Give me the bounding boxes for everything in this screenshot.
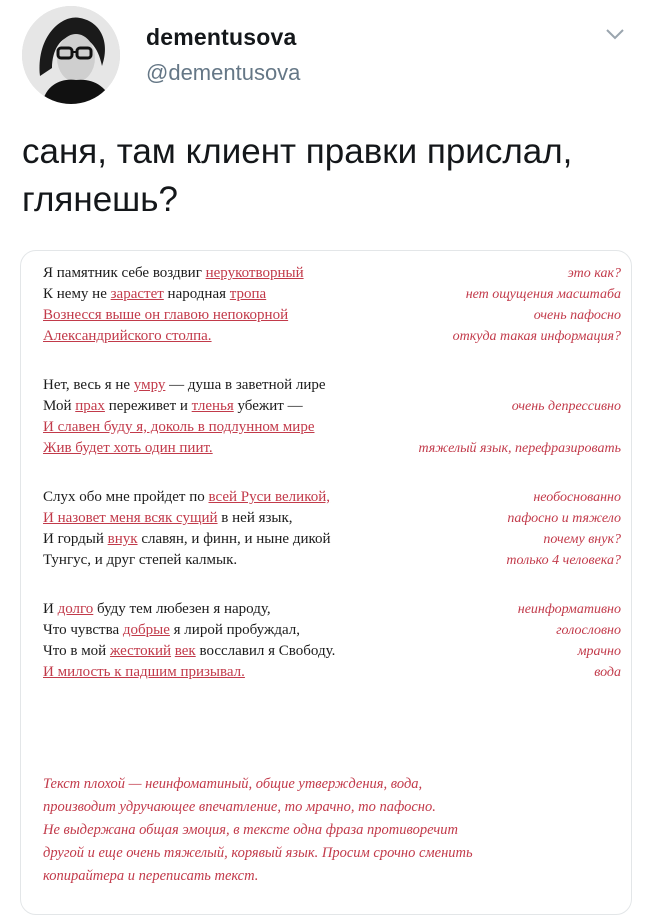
highlighted-line: Александрийского столпа. <box>43 328 212 344</box>
highlighted-line: И милость к падшим призывал. <box>43 664 245 680</box>
margin-note: почему внук? <box>543 532 621 547</box>
poem-text-span: И <box>43 601 58 617</box>
poem-line <box>43 284 383 305</box>
poem-text-span: переживет и <box>104 398 192 414</box>
margin-note: очень пафосно <box>533 308 621 323</box>
highlighted-word: тропа <box>229 286 267 302</box>
avatar-image <box>22 6 120 104</box>
poem-line <box>43 438 383 459</box>
margin-notes <box>371 263 621 711</box>
poem-text-span: Я памятник себе воздвиг <box>43 265 206 281</box>
notes-group <box>371 263 621 347</box>
poem-stanza <box>43 375 383 459</box>
poem-text-span: в ней язык, <box>217 510 293 526</box>
margin-note: неинформативно <box>517 602 621 617</box>
avatar[interactable] <box>22 6 120 104</box>
margin-note: мрачно <box>577 644 621 659</box>
poem-stanza <box>43 487 383 571</box>
poem-line <box>43 620 383 641</box>
highlighted-word: добрые <box>122 622 170 638</box>
poem-text-span: Мой <box>43 398 76 414</box>
verdict-line: копирайтера и переписать текст. <box>43 868 259 884</box>
verdict-line: Текст плохой — неинфоматиный, общие утверждения, вода, <box>43 776 423 792</box>
poem-line <box>43 375 383 396</box>
poem-text-span: буду тем любезен я народу, <box>93 601 271 617</box>
highlighted-word: прах <box>75 398 105 414</box>
tweet-text: саня, там клиент правки прислал, глянешь? <box>22 132 573 219</box>
margin-note: вода <box>594 665 621 680</box>
margin-note: необоснованно <box>533 490 621 505</box>
margin-note: нет ощущения масштаба <box>465 287 621 302</box>
client-verdict <box>43 773 603 888</box>
poem-text-span: Тунгус, и друг степей калмык. <box>43 552 238 568</box>
poem-text-span: убежит — <box>233 398 303 414</box>
poem-line <box>43 641 383 662</box>
highlighted-word: тленья <box>191 398 234 414</box>
margin-note: очень депрессивно <box>511 399 621 414</box>
poem-line <box>43 396 383 417</box>
notes-group <box>371 487 621 571</box>
margin-note <box>371 375 621 396</box>
highlighted-line: Жив будет хоть один пиит. <box>43 440 213 456</box>
poem-text-span: Что чувства <box>43 622 123 638</box>
poem-text-span: И гордый <box>43 531 108 547</box>
highlighted-line: Вознесся выше он главою непокорной <box>43 307 289 323</box>
verdict-line: производит удручающее впечатление, то мрачно, то пафосно. <box>43 799 436 815</box>
attached-image[interactable] <box>20 250 632 915</box>
author-name[interactable]: dementusova <box>146 24 297 50</box>
highlighted-word: всей Руси великой, <box>208 489 331 505</box>
highlighted-word: умру <box>133 377 166 393</box>
margin-note <box>371 417 621 438</box>
chevron-down-icon[interactable] <box>604 26 626 42</box>
poem-text-span: восславил я Свободу. <box>195 643 336 659</box>
poem-stanza <box>43 263 383 347</box>
highlighted-word: нерукотворный <box>205 265 304 281</box>
highlighted-word: зарастет <box>110 286 164 302</box>
margin-note: тяжелый язык, перефразировать <box>418 441 621 456</box>
highlighted-word: И назовет меня всяк сущий <box>43 510 218 526</box>
poem-line <box>43 529 383 550</box>
poem-text-span: славян, и финн, и ныне дикой <box>137 531 331 547</box>
poem-text-span: я лирой пробуждал, <box>169 622 301 638</box>
poem-line <box>43 305 383 326</box>
notes-group <box>371 375 621 459</box>
poem-line <box>43 417 383 438</box>
poem-line <box>43 662 383 683</box>
poem-text-span: Нет, весь я не <box>43 377 134 393</box>
verdict-line: другой и еще очень тяжелый, корявый язык. Просим срочно сменить <box>43 845 473 861</box>
highlighted-word: жестокий <box>109 643 172 659</box>
margin-note: пафосно и тяжело <box>507 511 621 526</box>
poem-line <box>43 508 383 529</box>
margin-note: это как? <box>567 266 621 281</box>
margin-note: голословно <box>556 623 621 638</box>
highlighted-word: долго <box>57 601 94 617</box>
highlighted-word: внук <box>107 531 138 547</box>
author-handle[interactable]: @dementusova <box>146 60 301 85</box>
poem-text <box>43 263 383 711</box>
poem-text-span: Что в мой <box>43 643 110 659</box>
poem-line <box>43 487 383 508</box>
poem-line <box>43 550 383 571</box>
poem-line <box>43 599 383 620</box>
poem-stanza <box>43 599 383 683</box>
poem-text-span: — душа в заветной лире <box>165 377 326 393</box>
highlighted-line: И славен буду я, доколь в подлунном мире <box>43 419 315 435</box>
poem-text-span: Слух обо мне пройдет по <box>43 489 209 505</box>
highlighted-word: век <box>174 643 196 659</box>
poem-text-span: народная <box>163 286 230 302</box>
margin-note: только 4 человека? <box>506 553 621 568</box>
poem-text-span: К нему не <box>43 286 111 302</box>
poem-line <box>43 263 383 284</box>
verdict-line: Не выдержана общая эмоция, в тексте одна фраза противоречит <box>43 822 458 838</box>
notes-group <box>371 599 621 683</box>
margin-note: откуда такая информация? <box>452 329 621 344</box>
poem-line <box>43 326 383 347</box>
